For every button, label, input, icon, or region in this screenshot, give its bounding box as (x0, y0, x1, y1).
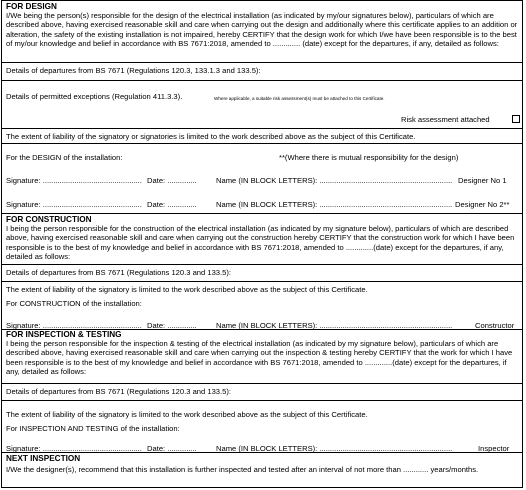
inspection-signatures (2, 400, 522, 452)
constructor-signature-field[interactable]: Signature: ............................................... (6, 321, 142, 330)
construction-departures-label: Details of departures from BS 7671 (Regulations 120.3 and 133.5): (6, 268, 231, 277)
design-declaration: I/We being the person(s) responsible for the design of the electrical installation (as indicated by my/our signatures below), particulars of which are described above, having exercised reasonable skill and care when carrying out the design and additionally where this certificate applies to an addition or alteration, the safety of the existing installation is not impaired, hereby CERTIFY that the design work for which I/we have been responsible is to the best of my/our knowledge and belief in accordance with BS 7671:2018, amended to ............. (date) except for the departures, if any, detailed as follows: (6, 11, 518, 48)
design-section (2, 0, 522, 62)
constructor-name-field[interactable]: Name (IN BLOCK LETTERS): ............................................................... (216, 321, 453, 330)
next-inspection-text[interactable]: I/We the designer(s), recommend that this installation is further inspected and tested after an interval of not more than ............ years/months. (6, 465, 479, 474)
design-liability-row (2, 128, 522, 143)
inspection-section (2, 329, 522, 383)
for-inspection-label: For INSPECTION AND TESTING of the installation: (6, 424, 180, 433)
next-inspection-section (2, 452, 522, 487)
constructor-role: Constructor (475, 321, 515, 330)
design-heading: FOR DESIGN (6, 2, 57, 11)
for-construction-label: For CONSTRUCTION of the installation: (6, 299, 142, 308)
mutual-responsibility-note: **(Where there is mutual responsibility for the design) (279, 153, 459, 162)
design-liability-text: The extent of liability of the signatory or signatories is limited to the work described above as the subject of this Certificate. (6, 132, 416, 141)
designer2-date-field[interactable]: Date: .............. (147, 200, 197, 209)
inspector-role: Inspector (478, 444, 510, 453)
risk-assessment-label: Risk assessment attached (401, 115, 490, 124)
designer1-date-field[interactable]: Date: .............. (147, 176, 197, 185)
construction-heading: FOR CONSTRUCTION (6, 215, 92, 224)
risk-assessment-checkbox[interactable] (512, 115, 520, 123)
designer1-signature-field[interactable]: Signature: ............................................... (6, 176, 142, 185)
design-departures-row[interactable] (2, 62, 522, 80)
design-exceptions-row[interactable] (2, 80, 522, 128)
inspection-departures-row[interactable] (2, 383, 522, 400)
designer2-role: Designer No 2** (455, 200, 510, 209)
inspector-name-field[interactable]: Name (IN BLOCK LETTERS): ............................................................... (216, 444, 453, 453)
inspection-liability-text: The extent of liability of the signatory is limited to the work described above as the subject of this Certificate. (6, 410, 368, 419)
for-design-label: For the DESIGN of the installation: (6, 153, 123, 162)
inspection-departures-label: Details of departures from BS 7671 (Regulations 120.3 and 133.5): (6, 387, 231, 396)
designer2-signature-field[interactable]: Signature: ............................................... (6, 200, 142, 209)
construction-declaration: I being the person responsible for the construction of the electrical installation (as indicated by my signature below), particulars of which are described above, having exercised reasonable skill and care when carrying out the construction hereby CERTIFY that the construction work for which I have been responsible is to the best of my knowledge and belief in accordance with BS 7671:2018, amended to .............(date) except for the departures, if any, detailed as follows: (6, 224, 515, 261)
construction-liability-text: The extent of liability of the signatory is limited to the work described above as the subject of this Certificate. (6, 285, 368, 294)
construction-signatures (2, 281, 522, 329)
inspection-declaration: I being the person responsible for the inspection & testing of the electrical installation (as indicated by my signature below), particulars of which are described above, having exercised reasonable skill and care when carrying out the inspection & testing hereby CERTIFY that the work for which I have been responsible is to the best of my knowledge and belief in accordance with BS 7671:2018, amended to .............(date) except for the departures, if any, detailed as follows: (6, 339, 513, 376)
design-exceptions-label: Details of permitted exceptions (Regulation 411.3.3). (6, 92, 183, 101)
design-departures-label: Details of departures from BS 7671 (Regulations 120.3, 133.1.3 and 133.5): (6, 66, 261, 75)
designer1-name-field[interactable]: Name (IN BLOCK LETTERS): ............................................................... (216, 176, 453, 185)
designer1-role: Designer No 1 (458, 176, 507, 185)
certificate-form (1, 0, 523, 488)
inspection-heading: FOR INSPECTION & TESTING (6, 330, 122, 339)
next-inspection-heading: NEXT INSPECTION (6, 454, 81, 463)
inspector-date-field[interactable]: Date: .............. (147, 444, 197, 453)
design-exceptions-note: Where applicable, a suitable risk assessment(s) must be attached to this Certificate. (214, 96, 385, 101)
design-signatures (2, 143, 522, 213)
constructor-date-field[interactable]: Date: .............. (147, 321, 197, 330)
construction-departures-row[interactable] (2, 264, 522, 281)
construction-section (2, 213, 522, 264)
designer2-name-field[interactable]: Name (IN BLOCK LETTERS): ............................................................... (216, 200, 453, 209)
inspector-signature-field[interactable]: Signature: ............................................... (6, 444, 142, 453)
